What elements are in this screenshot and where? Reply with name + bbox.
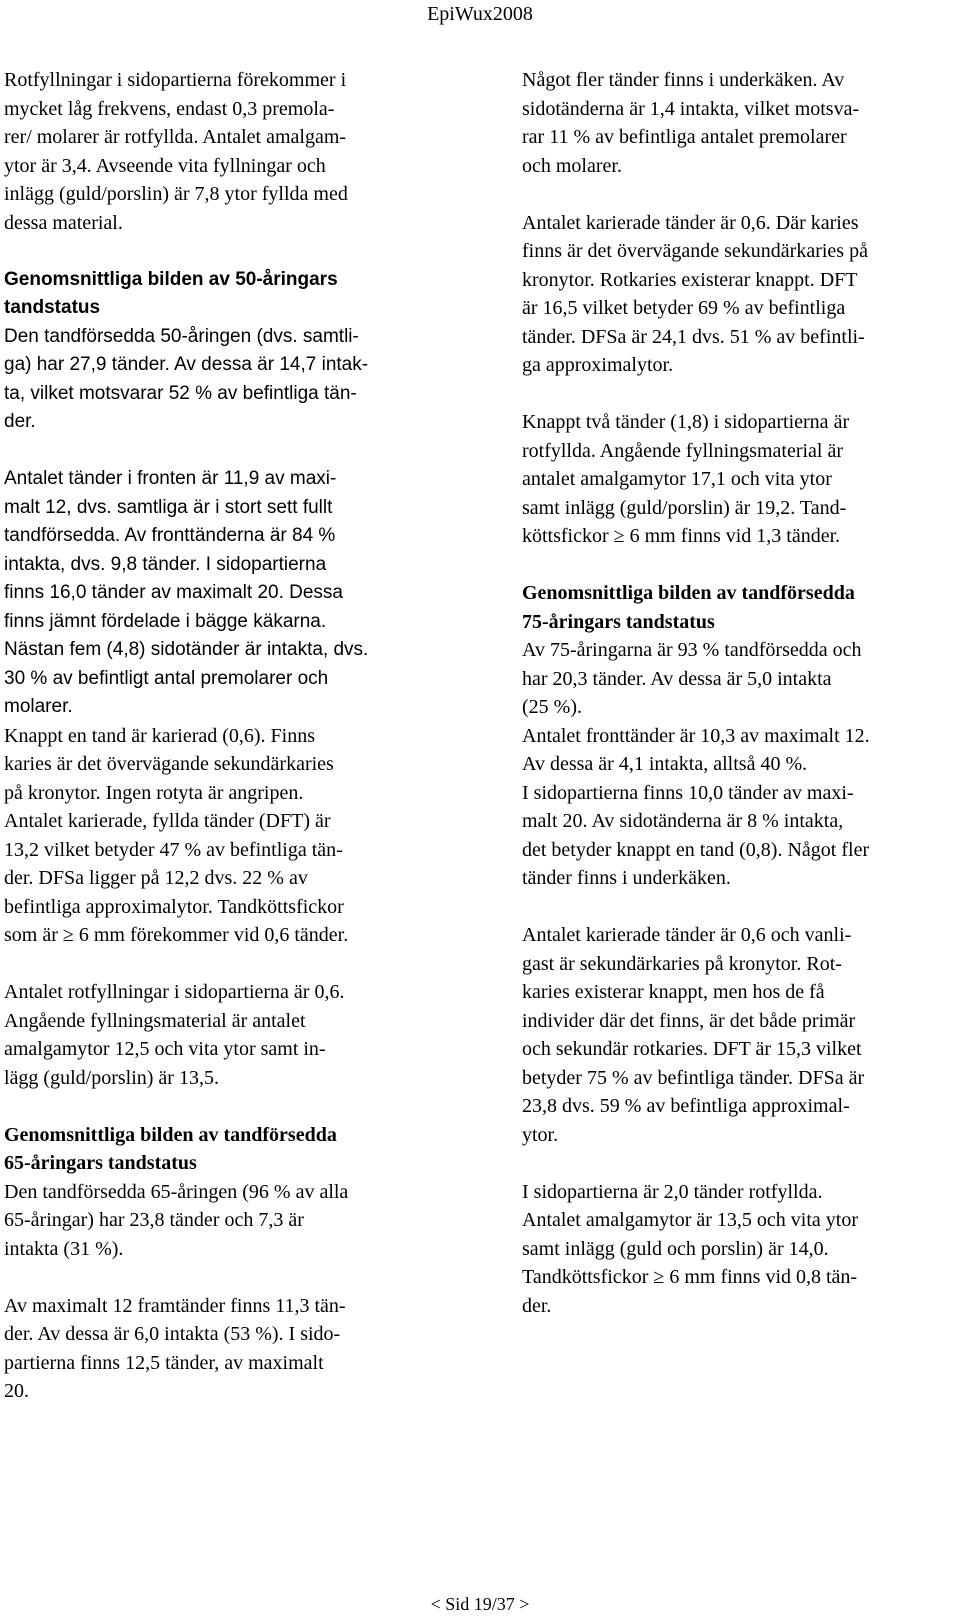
section-75-aringar <box>522 579 956 722</box>
paragraph-65-tandstatus <box>4 1178 436 1264</box>
text-line: ytor. <box>522 1123 559 1146</box>
text-line: Antalet karierade tänder är 0,6 och vanli- <box>522 924 852 946</box>
text-line: kronytor. Rotkaries existerar knappt. DFT <box>522 268 858 291</box>
section-heading: Genomsnittliga bilden av tandförsedda <box>4 1123 337 1146</box>
text-line: ga) har 27,9 tänder. Av dessa är 14,7 intak- <box>4 354 369 375</box>
text-line: finns jämnt fördelade i bägge käkarna. <box>4 610 327 632</box>
paragraph-65-framtander <box>4 1292 436 1406</box>
text-line: I sidopartierna är 2,0 tänder rotfyllda. <box>522 1180 823 1203</box>
text-line: finns 16,0 tänder av maximalt 20. Dessa <box>4 582 344 603</box>
text-line: Angående fyllningsmaterial är antalet <box>4 1009 306 1032</box>
text-line: Den tandförsedda 65-åringen (96 % av alla <box>4 1180 349 1203</box>
text-line: det betyder knappt en tand (0,8). Något fler <box>522 838 870 861</box>
paragraph-50-karies <box>4 722 436 950</box>
text-line: der. <box>4 411 36 432</box>
text-line: molarer. <box>4 696 73 717</box>
text-line: I sidopartierna finns 10,0 tänder av maxi- <box>522 781 854 804</box>
text-line: Nästan fem (4,8) sidotänder är intakta, dvs. <box>4 639 369 660</box>
text-line: är 16,5 vilket betyder 69 % av befintliga <box>522 297 846 319</box>
paragraph-65-rotfyllda <box>522 408 956 551</box>
text-line: der. DFSa ligger på 12,2 dvs. 22 % av <box>4 867 308 889</box>
text-line: karies existerar knappt, men hos de få <box>522 981 825 1003</box>
text-line: tänder finns i underkäken. <box>522 867 731 889</box>
text-line: ta, vilket motsvarar 52 % av befintliga tän- <box>4 382 357 404</box>
text-line: Antalet rotfyllningar i sidopartierna är 0,6. <box>4 981 345 1003</box>
text-line: Antalet karierade, fyllda tänder (DFT) är <box>4 810 331 832</box>
text-line: som är ≥ 6 mm förekommer vid 0,6 tänder. <box>4 924 349 946</box>
text-line: (25 %). <box>522 696 582 718</box>
text-line: Tandköttsfickor ≥ 6 mm finns vid 0,8 tän- <box>522 1266 858 1288</box>
text-line: individer där det finns, är det både primär <box>522 1009 856 1032</box>
paragraph-50-tandstatus <box>4 323 436 437</box>
paragraph-75-fronttander <box>522 722 956 893</box>
text-line: på kronytor. Ingen rotyta är angripen. <box>4 781 304 804</box>
text-line: och sekundär rotkaries. DFT är 15,3 vilket <box>522 1038 862 1060</box>
section-heading: Genomsnittliga bilden av tandförsedda <box>522 582 855 604</box>
text-line: har 20,3 tänder. Av dessa är 5,0 intakta <box>522 667 832 690</box>
text-line: ytor är 3,4. Avseende vita fyllningar och <box>4 154 326 177</box>
text-line: mycket låg frekvens, endast 0,3 premola- <box>4 97 335 120</box>
text-line: Antalet tänder i fronten är 11,9 av maxi- <box>4 468 337 489</box>
paragraph-rotfyllningar-sidopartier <box>4 66 436 237</box>
text-line: befintliga approximalytor. Tandköttsfickor <box>4 895 344 918</box>
text-line: tänder. DFSa är 24,1 dvs. 51 % av befintli- <box>522 325 865 348</box>
page-header: EpiWux2008 <box>427 3 533 25</box>
text-line: dessa material. <box>4 211 123 234</box>
text-line: 23,8 dvs. 59 % av befintliga approximal- <box>522 1095 850 1117</box>
text-line: malt 12, dvs. samtliga är i stort sett fullt <box>4 496 333 518</box>
left-column <box>4 66 436 1406</box>
page-number: < Sid 19/37 > <box>430 1594 530 1614</box>
text-line: Knappt en tand är karierad (0,6). Finns <box>4 724 316 747</box>
section-65-aringar <box>4 1121 436 1406</box>
section-heading: tandstatus <box>4 297 101 318</box>
text-line: och molarer. <box>522 154 622 177</box>
text-line: ga approximalytor. <box>522 354 674 376</box>
text-line: samt inlägg (guld/porslin) är 19,2. Tand- <box>522 496 847 519</box>
text-line: der. Av dessa är 6,0 intakta (53 %). I sido- <box>4 1323 341 1345</box>
text-line: der. <box>522 1294 552 1317</box>
text-line: inlägg (guld/porslin) är 7,8 ytor fyllda med <box>4 183 348 205</box>
text-line: Av 75-åringarna är 93 % tandförsedda och <box>522 639 862 661</box>
text-line: malt 20. Av sidotänderna är 8 % intakta, <box>522 810 844 832</box>
text-line: sidotänderna är 1,4 intakta, vilket motsva- <box>522 97 860 120</box>
text-line: köttsfickor ≥ 6 mm finns vid 1,3 tänder. <box>522 525 841 547</box>
text-line: 20. <box>4 1380 29 1402</box>
text-line: 30 % av befintligt antal premolarer och <box>4 667 329 689</box>
text-line: samt inlägg (guld och porslin) är 14,0. <box>522 1237 829 1260</box>
text-line: Något fler tänder finns i underkäken. Av <box>522 69 845 91</box>
paragraph-50-rotfyllningar <box>4 978 436 1092</box>
text-line: partierna finns 12,5 tänder, av maximalt <box>4 1351 324 1374</box>
text-line: antalet amalgamytor 17,1 och vita ytor <box>522 468 832 490</box>
section-heading: 65-åringars tandstatus <box>4 1152 197 1174</box>
text-line: lägg (guld/porslin) är 13,5. <box>4 1066 219 1089</box>
paragraph-75-rotfyllda <box>522 1178 956 1321</box>
text-line: gast är sekundärkaries på kronytor. Rot- <box>522 952 842 975</box>
text-line: intakta (31 %). <box>4 1237 124 1260</box>
paragraph-65-underkaken <box>522 66 956 180</box>
text-line: rotfyllda. Angående fyllningsmaterial är <box>522 439 844 462</box>
text-line: rer/ molarer är rotfyllda. Antalet amalgam- <box>4 126 347 148</box>
paragraph-50-fronten <box>4 465 436 722</box>
paragraph-65-karies <box>522 209 956 380</box>
text-line: tandförsedda. Av fronttänderna är 84 % <box>4 525 336 546</box>
text-line: 13,2 vilket betyder 47 % av befintliga tän- <box>4 838 343 861</box>
text-line: Av dessa är 4,1 intakta, alltså 40 %. <box>522 753 808 775</box>
right-column <box>522 66 956 1320</box>
text-line: Knappt två tänder (1,8) i sidopartierna är <box>522 411 850 433</box>
text-line: Den tandförsedda 50-åringen (dvs. samtli- <box>4 325 359 347</box>
text-line: betyder 75 % av befintliga tänder. DFSa är <box>522 1066 865 1089</box>
text-line: amalgamytor 12,5 och vita ytor samt in- <box>4 1038 326 1060</box>
section-50-aringar <box>4 266 436 722</box>
text-line: Av maximalt 12 framtänder finns 11,3 tän- <box>4 1294 346 1317</box>
text-line: karies är det övervägande sekundärkaries <box>4 753 334 775</box>
text-line: Antalet fronttänder är 10,3 av maximalt 12. <box>522 724 870 747</box>
text-line: Antalet amalgamytor är 13,5 och vita ytor <box>522 1209 859 1231</box>
paragraph-75-karies <box>522 921 956 1149</box>
section-heading: 75-åringars tandstatus <box>522 610 715 633</box>
text-line: intakta, dvs. 9,8 tänder. I sidopartierna <box>4 553 327 575</box>
text-line: Antalet karierade tänder är 0,6. Där karies <box>522 211 859 234</box>
text-line: Rotfyllningar i sidopartierna förekommer i <box>4 69 347 91</box>
section-heading: Genomsnittliga bilden av 50-åringars <box>4 268 338 290</box>
text-line: rar 11 % av befintliga antalet premolarer <box>522 126 847 148</box>
text-line: finns är det övervägande sekundärkaries på <box>522 240 868 262</box>
paragraph-75-tandstatus <box>522 636 956 722</box>
text-line: 65-åringar) har 23,8 tänder och 7,3 är <box>4 1209 304 1231</box>
